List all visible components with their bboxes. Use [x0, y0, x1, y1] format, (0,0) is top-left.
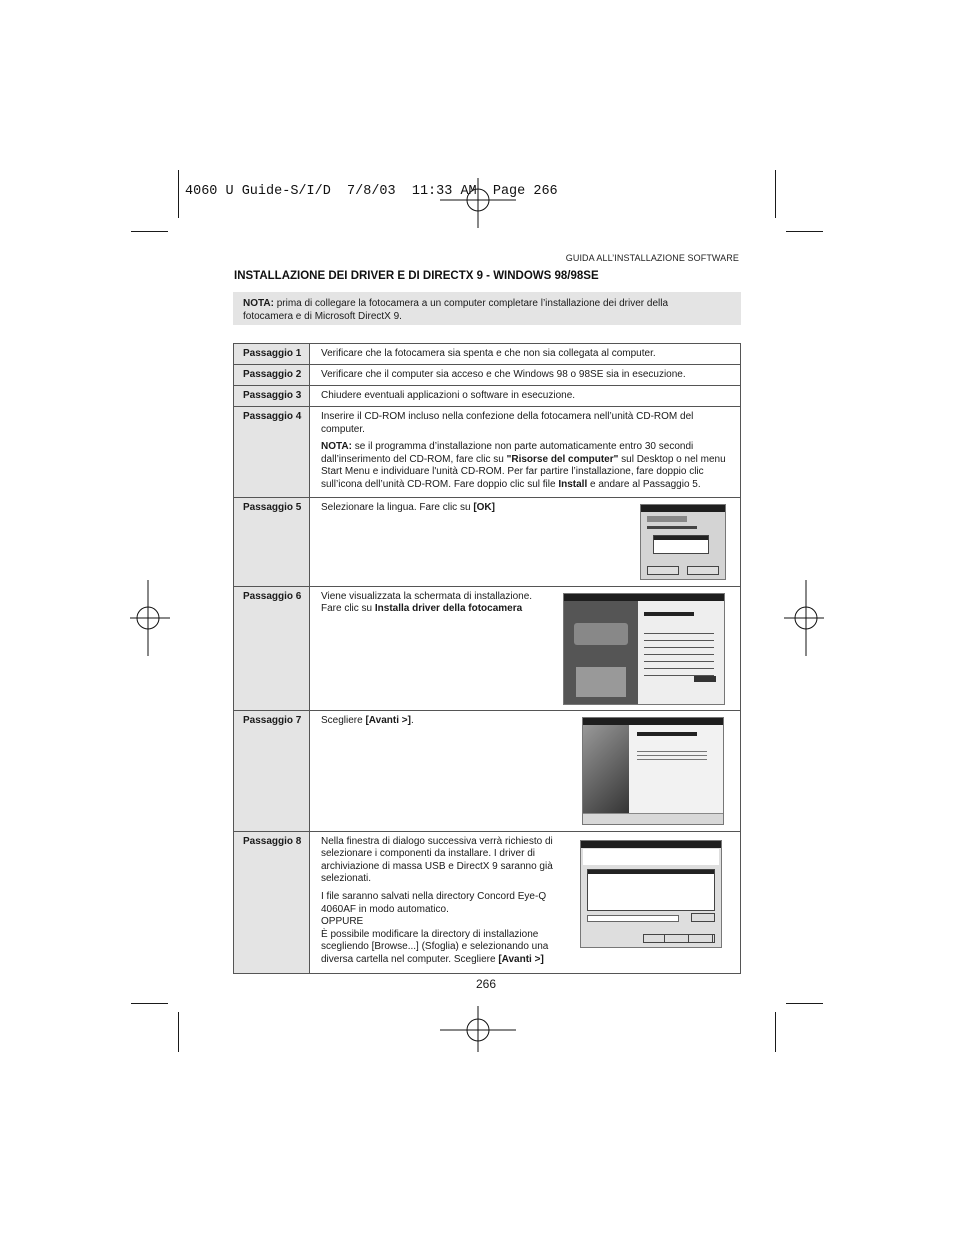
step-note-bold: Install	[558, 478, 588, 490]
steps-table	[233, 343, 741, 974]
crop-mark	[775, 170, 776, 218]
crop-mark	[786, 231, 823, 232]
print-slug: 4060 U Guide-S/I/D 7/8/03 11:33 AM Page 266	[185, 184, 558, 199]
step-note-bold: "Risorse del computer"	[506, 453, 619, 465]
step-text: Inserire il CD-ROM incluso nella confezione della fotocamera nell’unità CD-ROM del computer.	[321, 411, 694, 435]
step-text: Verificare che il computer sia acceso e che Windows 98 o 98SE sia in esecuzione.	[310, 365, 741, 386]
step-label: Passaggio 4	[234, 407, 310, 498]
step-text-bold: [OK]	[473, 501, 495, 513]
step-text-bold: [Avanti >]	[365, 714, 411, 726]
step-text: Selezionare la lingua. Fare clic su	[321, 501, 474, 513]
crop-mark	[178, 1012, 179, 1052]
step-label: Passaggio 7	[234, 710, 310, 831]
setup-window-screenshot	[563, 593, 725, 705]
step-text: Viene visualizzata la schermata di installazione.	[321, 590, 533, 602]
step-text: Fare clic su	[321, 603, 375, 615]
step-text: .	[410, 714, 414, 726]
table-row	[234, 365, 741, 386]
table-row	[234, 586, 741, 710]
table-row	[234, 386, 741, 407]
step-note-text: e andare al Passaggio 5.	[587, 478, 701, 490]
note-box	[233, 292, 741, 325]
step-note-text: sul Desktop o nel menu Start Menu e individuare l'unità CD-ROM. Per far partire l’installazione, fare doppio clic sull’icona dell’unità CD-ROM. Fare doppio clic sul file	[321, 453, 726, 490]
crop-mark	[131, 231, 168, 232]
step-label: Passaggio 6	[234, 586, 310, 710]
step-note	[321, 441, 732, 491]
crop-mark	[178, 170, 179, 218]
language-dialog-screenshot	[640, 504, 726, 580]
page-number: 266	[476, 977, 497, 991]
step-note-label: NOTA:	[321, 441, 352, 453]
registration-mark-icon	[440, 1006, 516, 1052]
step-label: Passaggio 3	[234, 386, 310, 407]
table-row	[234, 344, 741, 365]
page-title: INSTALLAZIONE DEI DRIVER E DI DIRECTX 9 - WINDOWS 98/98SE	[234, 270, 599, 282]
crop-mark	[131, 1003, 168, 1004]
note-label: NOTA:	[243, 298, 274, 309]
step-text-bold: [Avanti >]	[498, 953, 544, 965]
step-text: È possibile modificare la directory di installazione scegliendo [Browse...] (Sfoglia) e selezionando una diversa cartella nel computer. Scegliere	[321, 928, 549, 965]
step-label: Passaggio 8	[234, 831, 310, 973]
registration-mark-icon	[784, 580, 824, 656]
table-row	[234, 407, 741, 498]
step-text-bold: Installa driver della fotocamera	[374, 603, 523, 615]
step-text: Chiudere eventuali applicazioni o software in esecuzione.	[310, 386, 741, 407]
install-wizard-screenshot	[582, 717, 724, 825]
step-text: I file saranno salvati nella directory Concord Eye-Q 4060AF in modo automatico.	[321, 890, 547, 915]
table-row	[234, 831, 741, 973]
step-label: Passaggio 1	[234, 344, 310, 365]
table-row	[234, 710, 741, 831]
step-label: Passaggio 2	[234, 365, 310, 386]
crop-mark	[786, 1003, 823, 1004]
table-row	[234, 497, 741, 586]
step-note-text: se il programma d’installazione non parte automaticamente entro 30 secondi dall’inserimento del CD-ROM, fare clic su	[321, 441, 694, 465]
note-text: prima di collegare la fotocamera a un computer completare l’installazione dei driver della	[273, 298, 669, 309]
step-text: Verificare che la fotocamera sia spenta e che non sia collegata al computer.	[310, 344, 741, 365]
step-text: Nella finestra di dialogo successiva verrà richiesto di selezionare i componenti da installare. I driver di archiviazione di massa USB e DirectX 9 saranno già selezionati.	[321, 835, 553, 885]
registration-mark-icon	[130, 580, 170, 656]
step-label: Passaggio 5	[234, 497, 310, 586]
components-dialog-screenshot	[580, 840, 722, 948]
note-text: fotocamera e di Microsoft DirectX 9.	[243, 311, 402, 322]
step-text: Scegliere	[321, 714, 366, 726]
step-text: OPPURE	[321, 916, 364, 928]
running-header: GUIDA ALL’INSTALLAZIONE SOFTWARE	[565, 253, 739, 263]
crop-mark	[775, 1012, 776, 1052]
